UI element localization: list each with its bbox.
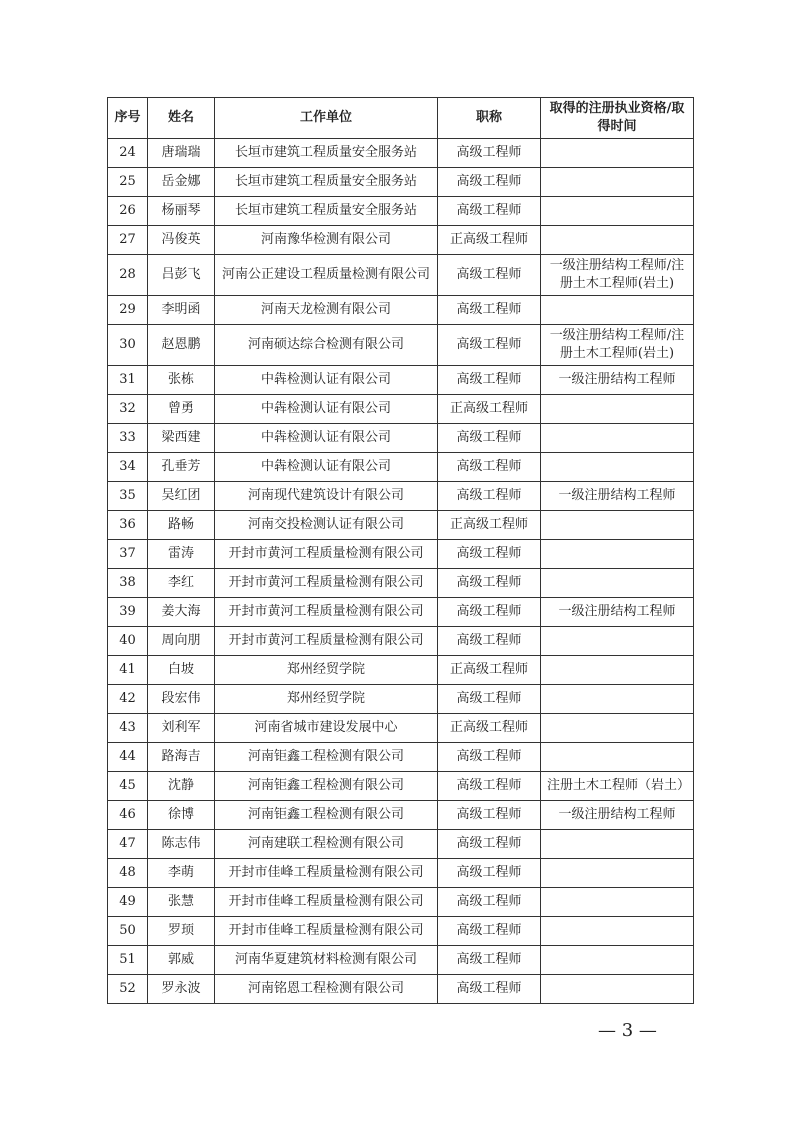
cell-name: 徐博 bbox=[148, 801, 215, 830]
header-qualification: 取得的注册执业资格/取得时间 bbox=[541, 98, 694, 139]
cell-employer: 开封市黄河工程质量检测有限公司 bbox=[215, 540, 438, 569]
cell-employer: 开封市佳峰工程质量检测有限公司 bbox=[215, 888, 438, 917]
cell-employer: 河南铭恩工程检测有限公司 bbox=[215, 975, 438, 1004]
cell-index: 46 bbox=[108, 801, 148, 830]
cell-employer: 开封市佳峰工程质量检测有限公司 bbox=[215, 917, 438, 946]
cell-qualification bbox=[541, 656, 694, 685]
cell-index: 26 bbox=[108, 197, 148, 226]
cell-title: 正高级工程师 bbox=[438, 714, 541, 743]
cell-employer: 郑州经贸学院 bbox=[215, 656, 438, 685]
cell-title: 高级工程师 bbox=[438, 627, 541, 656]
cell-qualification bbox=[541, 830, 694, 859]
table-row bbox=[108, 801, 694, 830]
cell-qualification bbox=[541, 296, 694, 325]
cell-employer: 河南硕达综合检测有限公司 bbox=[215, 325, 438, 366]
cell-index: 45 bbox=[108, 772, 148, 801]
cell-qualification: 一级注册结构工程师/注册土木工程师(岩土) bbox=[541, 325, 694, 366]
cell-index: 49 bbox=[108, 888, 148, 917]
cell-qualification bbox=[541, 569, 694, 598]
cell-name: 孔垂芳 bbox=[148, 453, 215, 482]
header-title: 职称 bbox=[438, 98, 541, 139]
cell-title: 高级工程师 bbox=[438, 569, 541, 598]
cell-qualification bbox=[541, 139, 694, 168]
cell-title: 高级工程师 bbox=[438, 859, 541, 888]
cell-title: 正高级工程师 bbox=[438, 511, 541, 540]
cell-employer: 中犇检测认证有限公司 bbox=[215, 424, 438, 453]
cell-name: 李明函 bbox=[148, 296, 215, 325]
cell-name: 张慧 bbox=[148, 888, 215, 917]
cell-employer: 河南省城市建设发展中心 bbox=[215, 714, 438, 743]
cell-qualification bbox=[541, 917, 694, 946]
table-row bbox=[108, 168, 694, 197]
table-row bbox=[108, 830, 694, 859]
cell-employer: 河南建联工程检测有限公司 bbox=[215, 830, 438, 859]
cell-title: 高级工程师 bbox=[438, 482, 541, 511]
cell-name: 梁西建 bbox=[148, 424, 215, 453]
cell-title: 正高级工程师 bbox=[438, 395, 541, 424]
cell-index: 44 bbox=[108, 743, 148, 772]
table-row bbox=[108, 569, 694, 598]
cell-index: 24 bbox=[108, 139, 148, 168]
table-row bbox=[108, 139, 694, 168]
cell-index: 47 bbox=[108, 830, 148, 859]
cell-qualification: 一级注册结构工程师 bbox=[541, 598, 694, 627]
cell-index: 25 bbox=[108, 168, 148, 197]
cell-title: 高级工程师 bbox=[438, 830, 541, 859]
cell-qualification bbox=[541, 888, 694, 917]
cell-name: 雷涛 bbox=[148, 540, 215, 569]
cell-employer: 中犇检测认证有限公司 bbox=[215, 453, 438, 482]
header-name: 姓名 bbox=[148, 98, 215, 139]
cell-index: 42 bbox=[108, 685, 148, 714]
cell-index: 34 bbox=[108, 453, 148, 482]
cell-index: 28 bbox=[108, 255, 148, 296]
cell-qualification bbox=[541, 197, 694, 226]
cell-name: 白坡 bbox=[148, 656, 215, 685]
page-number: — 3 — bbox=[598, 1020, 657, 1041]
cell-index: 39 bbox=[108, 598, 148, 627]
header-employer: 工作单位 bbox=[215, 98, 438, 139]
cell-employer: 河南公正建设工程质量检测有限公司 bbox=[215, 255, 438, 296]
cell-index: 41 bbox=[108, 656, 148, 685]
cell-name: 段宏伟 bbox=[148, 685, 215, 714]
cell-employer: 河南现代建筑设计有限公司 bbox=[215, 482, 438, 511]
cell-name: 吕彭飞 bbox=[148, 255, 215, 296]
table-row bbox=[108, 772, 694, 801]
cell-qualification bbox=[541, 627, 694, 656]
cell-name: 曾勇 bbox=[148, 395, 215, 424]
cell-index: 29 bbox=[108, 296, 148, 325]
cell-title: 高级工程师 bbox=[438, 888, 541, 917]
cell-title: 高级工程师 bbox=[438, 168, 541, 197]
cell-title: 高级工程师 bbox=[438, 424, 541, 453]
cell-title: 高级工程师 bbox=[438, 598, 541, 627]
table-row bbox=[108, 255, 694, 296]
cell-title: 正高级工程师 bbox=[438, 656, 541, 685]
table-row bbox=[108, 424, 694, 453]
cell-employer: 开封市佳峰工程质量检测有限公司 bbox=[215, 859, 438, 888]
cell-employer: 长垣市建筑工程质量安全服务站 bbox=[215, 197, 438, 226]
table-row bbox=[108, 453, 694, 482]
cell-name: 冯俊英 bbox=[148, 226, 215, 255]
cell-qualification: 一级注册结构工程师 bbox=[541, 801, 694, 830]
cell-qualification bbox=[541, 424, 694, 453]
cell-index: 37 bbox=[108, 540, 148, 569]
table-row bbox=[108, 540, 694, 569]
cell-employer: 河南天龙检测有限公司 bbox=[215, 296, 438, 325]
table-row bbox=[108, 859, 694, 888]
cell-name: 罗永波 bbox=[148, 975, 215, 1004]
cell-employer: 河南钜鑫工程检测有限公司 bbox=[215, 772, 438, 801]
cell-index: 43 bbox=[108, 714, 148, 743]
cell-employer: 郑州经贸学院 bbox=[215, 685, 438, 714]
cell-name: 陈志伟 bbox=[148, 830, 215, 859]
cell-title: 高级工程师 bbox=[438, 975, 541, 1004]
cell-qualification bbox=[541, 168, 694, 197]
personnel-table bbox=[107, 97, 694, 1004]
table-row bbox=[108, 888, 694, 917]
cell-qualification: 注册土木工程师（岩土） bbox=[541, 772, 694, 801]
cell-name: 张栋 bbox=[148, 366, 215, 395]
cell-name: 赵恩鹏 bbox=[148, 325, 215, 366]
cell-index: 52 bbox=[108, 975, 148, 1004]
cell-employer: 中犇检测认证有限公司 bbox=[215, 395, 438, 424]
cell-name: 沈静 bbox=[148, 772, 215, 801]
cell-index: 48 bbox=[108, 859, 148, 888]
cell-title: 高级工程师 bbox=[438, 325, 541, 366]
cell-name: 罗顼 bbox=[148, 917, 215, 946]
cell-name: 周向朋 bbox=[148, 627, 215, 656]
cell-name: 刘利军 bbox=[148, 714, 215, 743]
cell-name: 吴红团 bbox=[148, 482, 215, 511]
table-row bbox=[108, 743, 694, 772]
cell-title: 高级工程师 bbox=[438, 685, 541, 714]
cell-qualification bbox=[541, 859, 694, 888]
cell-title: 高级工程师 bbox=[438, 366, 541, 395]
cell-qualification bbox=[541, 540, 694, 569]
table-row bbox=[108, 226, 694, 255]
table-row bbox=[108, 395, 694, 424]
cell-employer: 河南华夏建筑材料检测有限公司 bbox=[215, 946, 438, 975]
cell-employer: 河南钜鑫工程检测有限公司 bbox=[215, 801, 438, 830]
cell-title: 高级工程师 bbox=[438, 139, 541, 168]
cell-qualification bbox=[541, 395, 694, 424]
cell-name: 唐瑞瑞 bbox=[148, 139, 215, 168]
cell-index: 35 bbox=[108, 482, 148, 511]
cell-qualification bbox=[541, 511, 694, 540]
table-header-row bbox=[108, 98, 694, 139]
table-row bbox=[108, 482, 694, 511]
table-row bbox=[108, 197, 694, 226]
cell-qualification bbox=[541, 714, 694, 743]
cell-title: 高级工程师 bbox=[438, 453, 541, 482]
cell-title: 高级工程师 bbox=[438, 540, 541, 569]
cell-employer: 开封市黄河工程质量检测有限公司 bbox=[215, 598, 438, 627]
table-row bbox=[108, 685, 694, 714]
table-row bbox=[108, 296, 694, 325]
cell-employer: 河南钜鑫工程检测有限公司 bbox=[215, 743, 438, 772]
cell-index: 33 bbox=[108, 424, 148, 453]
table-row bbox=[108, 656, 694, 685]
table-row bbox=[108, 627, 694, 656]
cell-index: 50 bbox=[108, 917, 148, 946]
cell-employer: 开封市黄河工程质量检测有限公司 bbox=[215, 569, 438, 598]
cell-employer: 开封市黄河工程质量检测有限公司 bbox=[215, 627, 438, 656]
cell-title: 高级工程师 bbox=[438, 917, 541, 946]
cell-qualification bbox=[541, 453, 694, 482]
cell-name: 岳金娜 bbox=[148, 168, 215, 197]
cell-index: 51 bbox=[108, 946, 148, 975]
cell-name: 李萌 bbox=[148, 859, 215, 888]
cell-index: 40 bbox=[108, 627, 148, 656]
cell-index: 30 bbox=[108, 325, 148, 366]
cell-qualification bbox=[541, 743, 694, 772]
cell-index: 38 bbox=[108, 569, 148, 598]
table-row bbox=[108, 975, 694, 1004]
cell-name: 李红 bbox=[148, 569, 215, 598]
cell-employer: 中犇检测认证有限公司 bbox=[215, 366, 438, 395]
cell-title: 正高级工程师 bbox=[438, 226, 541, 255]
cell-name: 姜大海 bbox=[148, 598, 215, 627]
cell-qualification bbox=[541, 946, 694, 975]
table-row bbox=[108, 946, 694, 975]
cell-qualification bbox=[541, 685, 694, 714]
cell-employer: 长垣市建筑工程质量安全服务站 bbox=[215, 168, 438, 197]
cell-index: 31 bbox=[108, 366, 148, 395]
cell-title: 高级工程师 bbox=[438, 946, 541, 975]
cell-employer: 长垣市建筑工程质量安全服务站 bbox=[215, 139, 438, 168]
cell-name: 杨丽琴 bbox=[148, 197, 215, 226]
cell-name: 路畅 bbox=[148, 511, 215, 540]
cell-index: 36 bbox=[108, 511, 148, 540]
cell-qualification bbox=[541, 226, 694, 255]
cell-qualification: 一级注册结构工程师 bbox=[541, 482, 694, 511]
table-row bbox=[108, 325, 694, 366]
cell-qualification: 一级注册结构工程师/注册土木工程师(岩土) bbox=[541, 255, 694, 296]
table-row bbox=[108, 511, 694, 540]
cell-qualification bbox=[541, 975, 694, 1004]
cell-title: 高级工程师 bbox=[438, 772, 541, 801]
cell-title: 高级工程师 bbox=[438, 197, 541, 226]
cell-title: 高级工程师 bbox=[438, 743, 541, 772]
table-row bbox=[108, 366, 694, 395]
cell-title: 高级工程师 bbox=[438, 801, 541, 830]
cell-title: 高级工程师 bbox=[438, 255, 541, 296]
cell-name: 路海吉 bbox=[148, 743, 215, 772]
cell-qualification: 一级注册结构工程师 bbox=[541, 366, 694, 395]
table-row bbox=[108, 714, 694, 743]
cell-employer: 河南豫华检测有限公司 bbox=[215, 226, 438, 255]
table-row bbox=[108, 917, 694, 946]
table-row bbox=[108, 598, 694, 627]
cell-title: 高级工程师 bbox=[438, 296, 541, 325]
cell-index: 27 bbox=[108, 226, 148, 255]
cell-employer: 河南交投检测认证有限公司 bbox=[215, 511, 438, 540]
cell-index: 32 bbox=[108, 395, 148, 424]
header-index: 序号 bbox=[108, 98, 148, 139]
cell-name: 郭威 bbox=[148, 946, 215, 975]
